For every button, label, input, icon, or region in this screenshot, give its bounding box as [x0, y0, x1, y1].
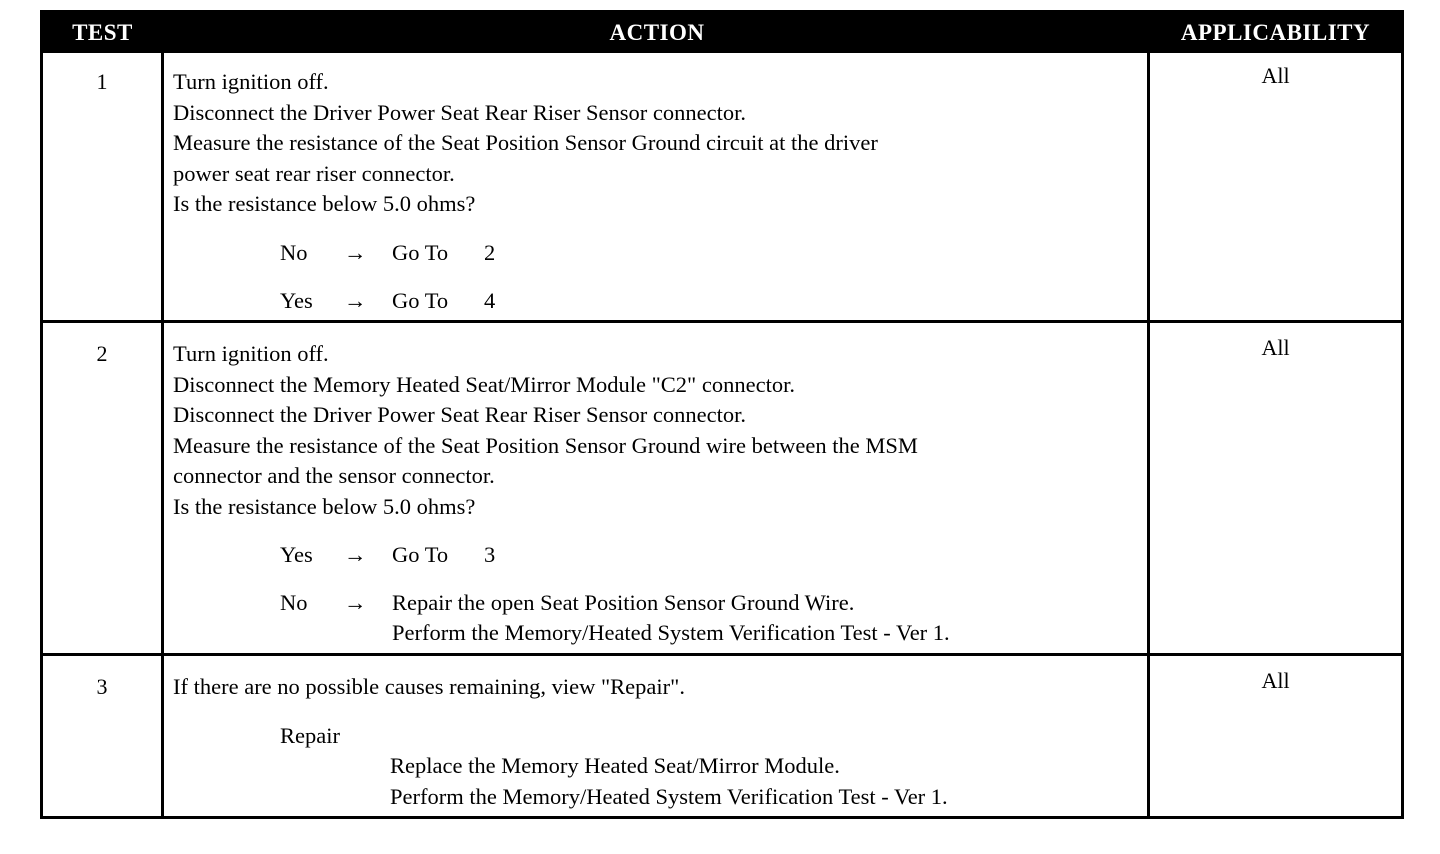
action-line: If there are no possible causes remaining, view "Repair".	[173, 674, 685, 699]
applicability-cell: All	[1261, 668, 1290, 693]
branch-no	[280, 588, 1141, 648]
header-test: TEST	[72, 20, 133, 45]
test-number: 3	[96, 674, 108, 699]
action-line: Disconnect the Driver Power Seat Rear Riser Sensor connector.	[173, 99, 746, 125]
action-cell	[173, 67, 1141, 334]
branch-no	[280, 238, 1141, 268]
applicability-cell: All	[1261, 335, 1290, 360]
result-line: Repair the open Seat Position Sensor Ground Wire.	[392, 590, 855, 615]
repair-instructions	[390, 751, 1141, 812]
test-number: 1	[96, 69, 108, 94]
answer-branches	[173, 540, 1141, 648]
repair-label: Repair	[280, 722, 340, 748]
table-header	[43, 13, 1401, 53]
branch-answer: No	[280, 239, 308, 265]
goto-target: 2	[484, 239, 496, 265]
goto-target: 4	[484, 287, 496, 313]
repair-block	[280, 721, 1141, 813]
action-line: Turn ignition off.	[173, 69, 329, 94]
arrow-right-icon: →	[344, 590, 367, 615]
header-applicability: APPLICABILITY	[1180, 20, 1371, 45]
action-line: Is the resistance below 5.0 ohms?	[173, 493, 476, 519]
action-line: Measure the resistance of the Seat Position Sensor Ground wire between the MSM	[173, 432, 918, 458]
action-cell	[173, 339, 1141, 666]
arrow-right-icon: →	[344, 542, 367, 567]
branch-yes	[280, 286, 1141, 316]
action-line: Disconnect the Driver Power Seat Rear Riser Sensor connector.	[173, 402, 746, 427]
action-line: Is the resistance below 5.0 ohms?	[173, 191, 476, 216]
result-line: Perform the Memory/Heated System Verification Test - Ver 1.	[392, 620, 950, 645]
goto-target: 3	[484, 542, 496, 567]
table-row	[43, 320, 1401, 655]
goto-label: Go To	[392, 542, 449, 567]
action-line: Measure the resistance of the Seat Position Sensor Ground circuit at the driver	[173, 130, 878, 155]
repair-line: Replace the Memory Heated Seat/Mirror Module.	[390, 753, 840, 778]
header-action: ACTION	[609, 20, 705, 45]
diagnostic-test-table	[40, 10, 1404, 819]
branch-answer: Yes	[280, 542, 313, 567]
branch-answer: No	[280, 590, 308, 615]
repair-line: Perform the Memory/Heated System Verification Test - Ver 1.	[390, 783, 948, 809]
branch-answer: Yes	[280, 287, 313, 313]
table-row	[43, 51, 1401, 323]
branch-yes	[280, 540, 1141, 570]
table-row	[43, 653, 1401, 819]
action-cell	[173, 672, 1141, 812]
goto-label: Go To	[392, 239, 449, 265]
arrow-right-icon: →	[344, 287, 367, 313]
applicability-cell: All	[1261, 63, 1290, 88]
action-line: power seat rear riser connector.	[173, 160, 455, 186]
test-number: 2	[96, 341, 108, 366]
action-line: Disconnect the Memory Heated Seat/Mirror Module "C2" connector.	[173, 371, 795, 397]
goto-label: Go To	[392, 287, 449, 313]
arrow-right-icon: →	[344, 239, 367, 265]
action-line: connector and the sensor connector.	[173, 463, 495, 488]
answer-branches	[173, 238, 1141, 316]
action-line: Turn ignition off.	[173, 341, 329, 366]
